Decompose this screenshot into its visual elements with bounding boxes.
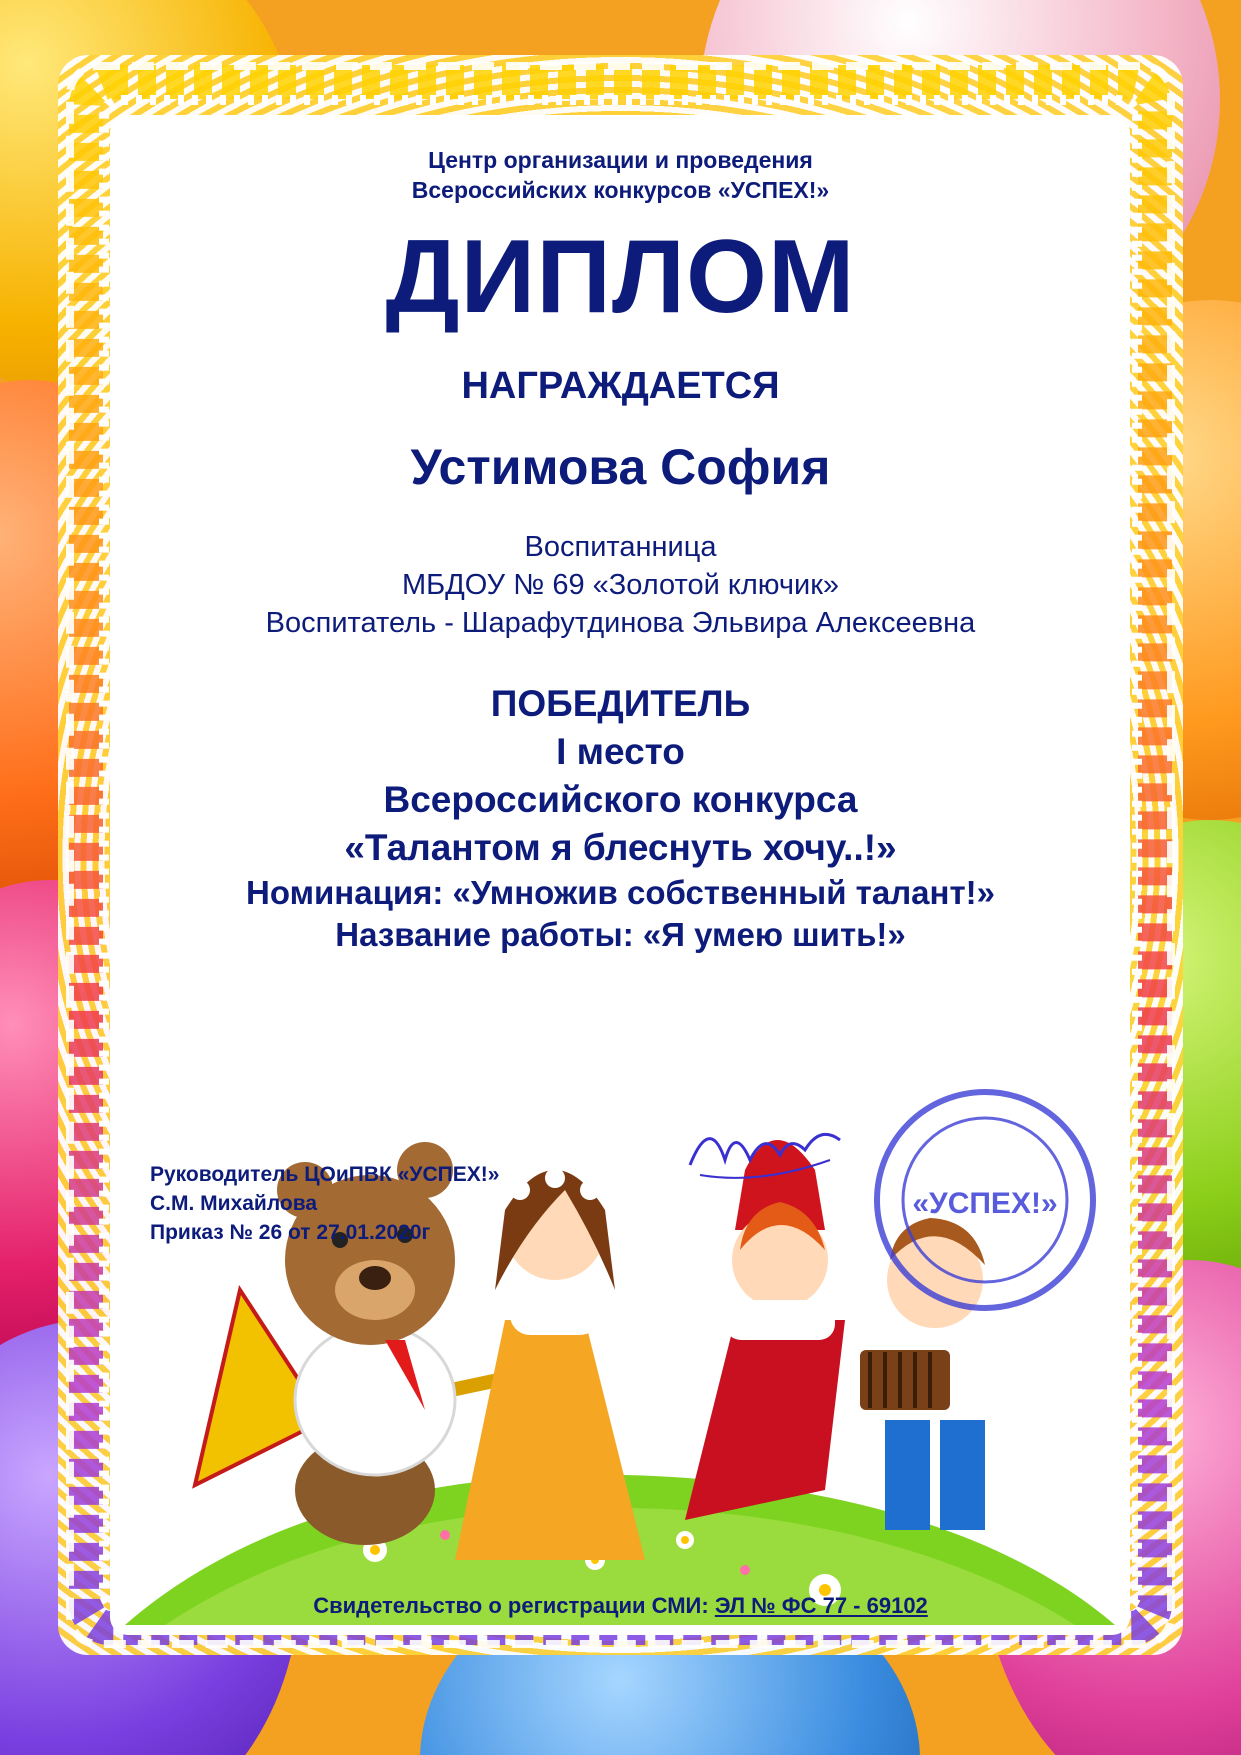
girl-kokoshnik-icon <box>685 1140 845 1520</box>
signature-line-2: С.М. Михайлова <box>150 1192 318 1215</box>
registration-line <box>0 1593 1241 1619</box>
organizer-line-2: Всероссийских конкурсов «УСПЕХ!» <box>411 177 830 203</box>
awarded-label: НАГРАЖДАЕТСЯ <box>461 365 780 407</box>
registration-number[interactable]: ЭЛ № ФС 77 - 69102 <box>714 1593 928 1618</box>
stamp-center-text: «УСПЕХ!» <box>912 1187 1058 1220</box>
info-line-1: Воспитанница <box>524 531 717 563</box>
diploma-title: ДИПЛОМ <box>385 219 856 335</box>
registration-label: Свидетельство о регистрации СМИ: <box>313 1593 709 1618</box>
work-title: Название работы: «Я умею шить!» <box>335 916 906 953</box>
contest-type: Всероссийского конкурса <box>383 779 858 820</box>
result-block <box>0 680 1241 956</box>
info-line-2: МБДОУ № 69 «Золотой ключик» <box>401 569 840 601</box>
nomination: Номинация: «Умножив собственный талант!» <box>246 874 995 911</box>
recipient-info <box>0 528 1241 642</box>
signature-line-3: Приказ № 26 от 27.01.2020г <box>150 1221 431 1244</box>
contest-name: «Талантом я блеснуть хочу..!» <box>344 827 897 868</box>
signature-icon <box>680 1105 850 1195</box>
result-place: I место <box>556 731 685 772</box>
recipient-name: Устимова София <box>410 439 831 495</box>
organizer-header <box>0 145 1241 205</box>
organizer-line-1: Центр организации и проведения <box>428 147 813 173</box>
signature-block <box>150 1160 499 1247</box>
signature-line-1: Руководитель ЦОиПВК «УСПЕХ!» <box>150 1163 500 1186</box>
official-stamp <box>870 1085 1100 1315</box>
result-status: ПОБЕДИТЕЛЬ <box>490 683 751 724</box>
info-line-3: Воспитатель - Шарафутдинова Эльвира Алексеевна <box>265 607 976 639</box>
